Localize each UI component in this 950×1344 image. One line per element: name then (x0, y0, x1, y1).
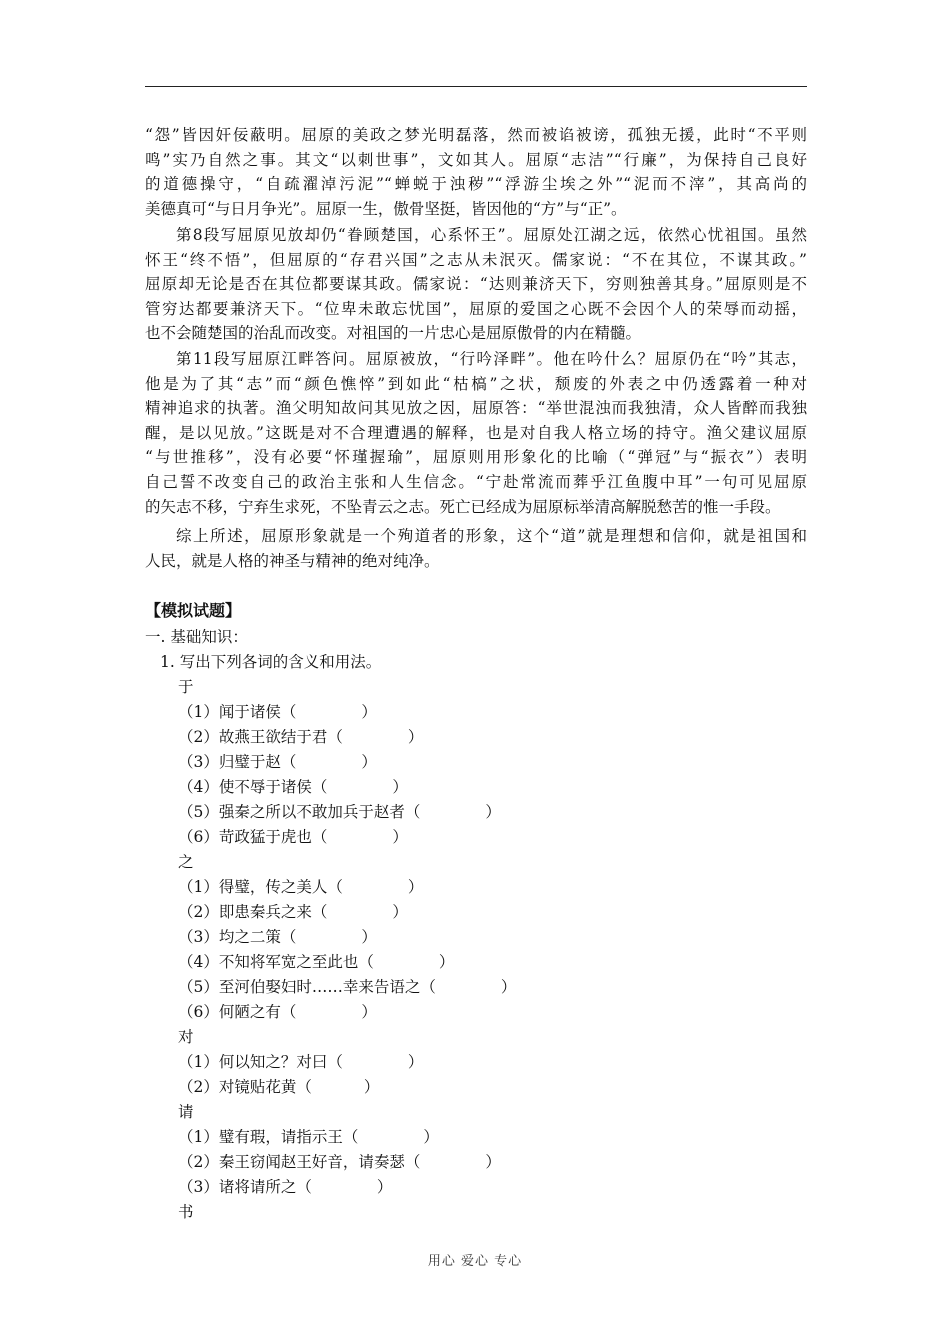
section-title: 【模拟试题】 (145, 601, 242, 620)
paragraph (145, 223, 807, 346)
question-item (178, 700, 377, 722)
question-item (178, 1000, 377, 1022)
question-text: （3）归璧于赵（ (178, 753, 297, 771)
question-text: （6）苛政猛于虎也（ (178, 828, 328, 846)
question-item (178, 1075, 379, 1097)
paragraph (145, 524, 807, 573)
question-text: （4）使不辱于诸侯（ (178, 778, 328, 796)
close-paren: ） (392, 778, 408, 796)
close-paren: ） (438, 953, 455, 971)
page-footer: 用心 爱心 专心 (427, 1254, 523, 1269)
text-line: 也不会随楚国的治乱而改变。对祖国的一片忠心是屈原傲骨的内在精髓。 (145, 324, 642, 343)
paragraph (145, 123, 807, 221)
paragraph (145, 347, 807, 519)
question-item (178, 950, 454, 972)
text-line: 屈原却无论是否在其位都要谋其政。儒家说：“达则兼济天下，穷则独善其身。”屈原则是不 (145, 275, 807, 294)
question-text: （1）璧有瑕，请指示王（ (178, 1128, 359, 1146)
question-one: 1. 写出下列各词的含义和用法。 (160, 653, 382, 671)
question-item (178, 775, 408, 797)
close-paren: ） (361, 928, 377, 946)
close-paren: ） (407, 1053, 424, 1071)
question-text: （1）闻于诸侯（ (178, 703, 297, 721)
question-item (178, 925, 377, 947)
text-line: 醒，是以见放。”这既是对不合理遭遇的解释，也是对自我人格立场的持守。渔父建议屈原 (145, 423, 807, 442)
text-line: 管穷达都要兼济天下。“位卑未敢忘忧国”，屈原的爱国之心既不会因个人的荣辱而动摇， (145, 299, 807, 318)
question-item (178, 1125, 439, 1147)
question-text: （1）得璧，传之美人（ (178, 878, 343, 896)
question-item (178, 725, 423, 747)
close-paren: ） (407, 878, 424, 896)
question-item (178, 825, 408, 847)
text-line: 综上所述，屈原形象就是一个殉道者的形象，这个“道”就是理想和信仰，就是祖国和 (176, 527, 807, 545)
text-line: 第8段写屈原见放却仍“眷顾楚国，心系怀王”。屈原处江湖之远，依然心忧祖国。虽然 (176, 226, 807, 244)
question-item (178, 1150, 501, 1172)
text-line: 的矢志不移，宁弃生求死，不坠青云之志。死亡已经成为屈原标举清高解脱愁苦的惟一手段。 (145, 497, 781, 516)
text-line: “怨”皆因奸佞蔽明。屈原的美政之梦光明磊落，然而被谄被谤，孤独无援，此时“不平则 (145, 126, 807, 144)
text-line: 他是为了其“志”而“颜色憔悴”到如此“枯槁”之状，颓废的外表之中仍透露着一种对 (145, 374, 807, 393)
question-text: （2）即患秦兵之来（ (178, 903, 328, 921)
question-text: （6）何陋之有（ (178, 1003, 297, 1021)
close-paren: ） (392, 903, 408, 921)
close-paren: ） (485, 1153, 501, 1171)
close-paren: ） (407, 728, 424, 746)
question-text: （2）对镜贴花黄（ (178, 1078, 312, 1096)
question-text: （2）秦王窃闻赵王好音，请奏瑟（ (178, 1153, 421, 1171)
text-line: 自己誓不改变自己的政治主张和人生信念。“宁赴常流而葬乎江鱼腹中耳”一句可见屈原 (145, 472, 807, 491)
question-item (178, 1050, 423, 1072)
target-word: 之 (178, 853, 194, 871)
close-paren: ） (376, 1178, 393, 1196)
close-paren: ） (361, 753, 377, 771)
close-paren: ） (361, 1003, 377, 1021)
target-word: 请 (178, 1103, 194, 1121)
header-rule (145, 86, 807, 87)
close-paren: ） (500, 978, 517, 996)
target-word: 对 (178, 1028, 194, 1046)
close-paren: ） (423, 1128, 439, 1146)
part-one-label: 一. 基础知识： (145, 628, 248, 646)
text-line: 鸣”实乃自然之事。其文“以刺世事”，文如其人。屈原“志洁”“行廉”，为保持自己良好 (145, 150, 807, 169)
close-paren: ） (363, 1078, 380, 1096)
text-line: “与世推移”，没有必要“怀瑾握瑜”，屈原则用形象化的比喻（“弹冠”与“振衣”）表明 (145, 448, 807, 467)
close-paren: ） (361, 703, 377, 721)
question-item (178, 900, 408, 922)
text-line: 人民，就是人格的神圣与精神的绝对纯净。 (145, 551, 440, 570)
text-line: 第11段写屈原江畔答问。屈原被放，“行吟泽畔”。他在吟什么？屈原仍在“吟”其志， (176, 350, 807, 368)
close-paren: ） (392, 828, 408, 846)
question-item (178, 750, 377, 772)
text-line: 美德真可“与日月争光”。屈原一生，傲骨坚挺，皆因他的“方”与“正”。 (145, 199, 627, 218)
text-line: 精神追求的执著。渔父明知故问其见放之因，屈原答：“举世混浊而我独清，众人皆醉而我独 (145, 399, 807, 418)
question-text: （3）均之二策（ (178, 928, 297, 946)
target-word: 书 (178, 1203, 194, 1221)
question-item (178, 975, 516, 997)
question-text: （1）何以知之？对曰（ (178, 1053, 343, 1071)
question-item (178, 875, 423, 897)
question-text: （5）强秦之所以不敢加兵于赵者（ (178, 803, 421, 821)
question-item (178, 1175, 392, 1197)
question-text: （3）诸将请所之（ (178, 1178, 312, 1196)
question-text: （4）不知将军宽之至此也（ (178, 953, 374, 971)
target-word: 于 (178, 678, 194, 696)
text-line: 的道德操守，“自疏濯淖污泥”“蝉蜕于浊秽”“浮游尘埃之外”“泥而不滓”，其高尚的 (145, 175, 807, 194)
question-text: （5）至河伯娶妇时……幸来告语之（ (178, 978, 436, 996)
question-item (178, 800, 501, 822)
close-paren: ） (485, 803, 501, 821)
text-line: 怀王“终不悟”，但屈原的“存君兴国”之志从未泯灭。儒家说：“不在其位，不谋其政。” (145, 250, 807, 269)
question-text: （2）故燕王欲结于君（ (178, 728, 343, 746)
